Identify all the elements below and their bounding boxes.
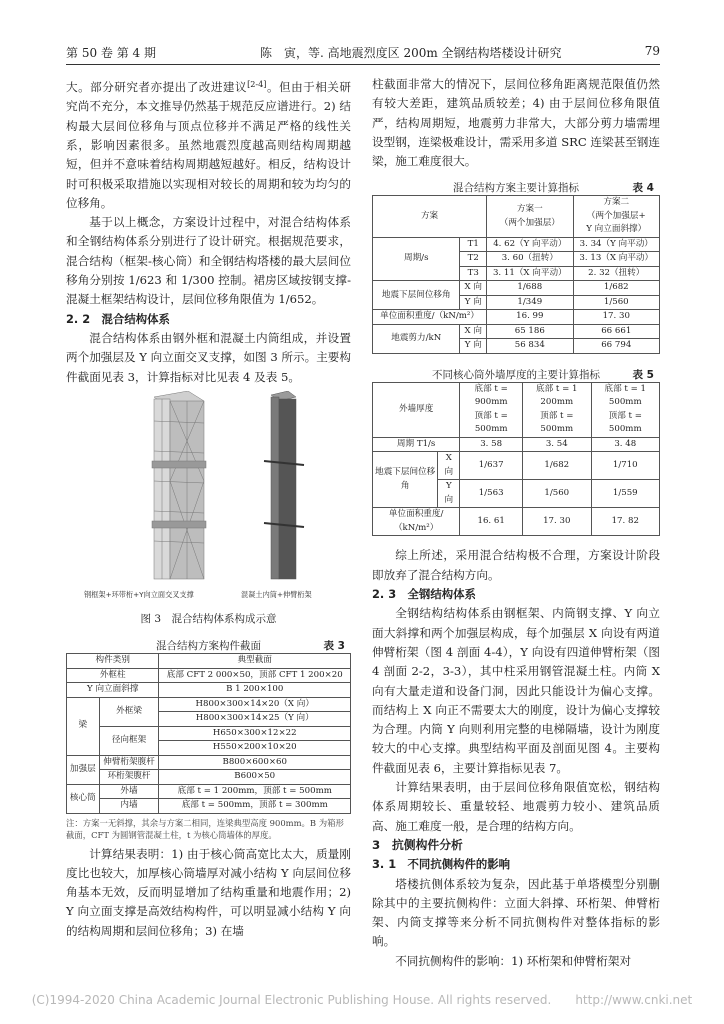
paragraph: 大。部分研究者亦提出了改进建议[2-4]。但由于相关研究尚不充分，本文推导仍然基于规范反应谱进行。2) 结构最大层间位移角与顶点位移并不满足严格的线性关系，影响因素很多。虽然地震烈度越高则结构周期越短，但并不意味着结构周期越短越好。相反，结构设计时可积极采取措施以实现相对较长的周期和较为均匀的位移角。 xyxy=(66,79,351,210)
left-column xyxy=(66,75,351,941)
paragraph: 混合结构体系由钢外框和混凝土内筒组成，并设置两个加强层及 Y 向立面交叉支撑，如图 3 所示。主要构件截面见表 3，计算指标对比见表 4 及表 5。 xyxy=(66,330,351,384)
paragraph: 基于以上概念，方案设计过程中，对混合结构体系和全钢结构体系分别进行了设计研究。根据规范要求，混合结构（框架-核心筒）和全钢结构塔楼的最大层间位移角分别按 1/623 和 1/300 控制。裙房区域按钢支撑-混凝土框架结构设计，层间位移角限值为 1/652。 xyxy=(66,215,351,307)
table-4: 方案 方案一 （两个加强层） 方案二 （两个加强层+ Y 向立面斜撑） 周期/s T1 4. 62（Y 向平动） 3. 34（Y 向平动） T2 3. 60（扭转） 3. 13（X 向平动） T3 3. 11（X 向平动） 2. 32（扭转） 地震下层间位移角 X 向 1/688 1/682 Y 向 1/349 1/560 单位面积重度/（kN/m²） 16. 99 17. 30 地震剪力/kN X 向 65 186 66 661 Y 向 56 834 66 794 xyxy=(372,195,660,354)
figure-label-frame: 钢框架+环带桁+Y向立面交叉支撑 xyxy=(84,589,194,599)
table-3-caption: 混合结构方案构件截面 表 3 xyxy=(156,640,345,653)
structure-illustration xyxy=(66,391,351,606)
table-5: 外墙厚度 底部 t = 900mm 顶部 t = 500mm 底部 t = 1 200mm 顶部 t = 500mm 底部 t = 1 500mm 顶部 t = 500mm 周期 T1/s 3. 58 3. 54 3. 48 地震下层间位移角 X 向 1/637 1/682 1/710 Y 向 1/563 1/560 1/559 单位面积重度/（kN/m²） 16. 61 17. 30 17. 82 xyxy=(372,382,660,537)
table-5-caption: 不同核心筒外墙厚度的主要计算指标 表 5 xyxy=(432,368,654,381)
journal-issue: 第 50 卷 第 4 期 xyxy=(66,46,156,60)
citation-link[interactable]: [2-4] xyxy=(247,79,267,89)
right-column xyxy=(372,75,660,971)
running-header xyxy=(66,44,660,64)
figure-caption: 图 3 混合结构体系构成示意 xyxy=(140,612,277,625)
paragraph: 计算结果表明，由于层间位移角限值宽松，钢结构体系周期较长、重量较轻、地震剪力较小、建筑品质高、施工难度一般，是合理的结构方向。 xyxy=(372,780,660,833)
section-heading: 3. 1 不同抗侧构件的影响 xyxy=(372,857,511,872)
paragraph: 全钢结构结构体系由钢框架、内筒钢支撑、Y 向立面大斜撑和两个加强层构成，每个加强层 X 向设有两道伸臂桁架（图 4 剖面 4-4），Y 向设有四道伸臂桁架（图 4 剖面 2-2，3-3），其中柱采用钢管混凝土柱。内筒 X 向有大量走道和设备门洞，因此只能设计为偏心支撑。而结构上 X 向正不需要太大的刚度，设计为偏心支撑较为合理。内筒 Y 向则利用完整的电梯隔墙，设计为刚度较大的中心支撑。典型结构平面及剖面见图 4。主要构件截面见表 6，主要计算指标见表 7。 xyxy=(372,606,660,775)
paragraph: 柱截面非常大的情况下，层间位移角距离规范限值仍然有较大差距，建筑品质较差；4) 由于层间位移角限值严，结构周期短，地震剪力非常大，大部分剪力墙需埋设型钢，连梁极难设计，需采用多道 SRC 连梁甚至钢连梁，施工难度很大。 xyxy=(372,77,660,169)
figure-label-core: 混凝土内筒+伸臂桁架 xyxy=(241,589,312,599)
paragraph: 综上所述，采用混合结构极不合理，方案设计阶段即放弃了混合结构方向。 xyxy=(372,548,660,582)
figure-3 xyxy=(66,391,351,606)
table-3: 构件类别 典型截面 外框柱 底部 CFT 2 000×50，顶部 CFT 1 200×20 Y 向立面斜撑 B 1 200×100 梁 外框梁 H800×300×14×20（X 向） H800×300×14×25（Y 向） 径向框架 H650×300×12×22 H550×200×10×20 加强层 伸臂桁架腹杆 B800×600×60 环桁架腹杆 B600×50 核心筒 外墙 底部 t = 1 200mm，顶部 t = 500mm 内墙 底部 t = 500mm，顶部 t = 300mm xyxy=(66,653,351,814)
section-heading: 3 抗侧构件分析 xyxy=(372,837,463,852)
page-number: 79 xyxy=(644,44,660,58)
article-running-title: 陈 寅，等. 高地震烈度区 200m 全钢结构塔楼设计研究 xyxy=(260,46,562,60)
copyright-footer: (C)1994-2020 China Academic Journal Electronic Publishing House. All rights reserved. http://www.cnki.net xyxy=(31,993,693,1007)
paragraph: 计算结果表明：1) 由于核心筒高宽比太大，质量刚度比也较大，加厚核心筒墙厚对减小结构 Y 向层间位移角基本无效，反而明显增加了结构重量和地震作用；2) Y 向立面支撑是高效结构构件，可以明显减小结构 Y 向的结构周期和层间位移角；3) 在墙 xyxy=(66,846,351,938)
table-4-caption: 混合结构方案主要计算指标 表 4 xyxy=(453,182,654,195)
paragraph: 不同抗侧构件的影响：1) 环桁架和伸臂桁架对 xyxy=(395,953,632,968)
paragraph: 塔楼抗侧体系较为复杂，因此基于单塔模型分别删除其中的主要抗侧构件：立面大斜撑、环桁架、伸臂桁架、内筒支撑等来分析不同抗侧构件对整体指标的影响。 xyxy=(372,876,660,949)
section-heading: 2. 3 全钢结构体系 xyxy=(372,587,476,602)
table-3-note: 注：方案一无斜撑，其余与方案二相同，连梁典型高度 900mm。B 为箱形截面，CFT 为圆钢管混凝土柱，t 为核心筒墙体的厚度。 xyxy=(66,817,344,840)
steel-frame-model xyxy=(152,391,206,579)
core-tube-model xyxy=(264,391,304,579)
section-heading: 2. 2 混合结构体系 xyxy=(66,311,170,326)
header-rule xyxy=(66,64,660,65)
